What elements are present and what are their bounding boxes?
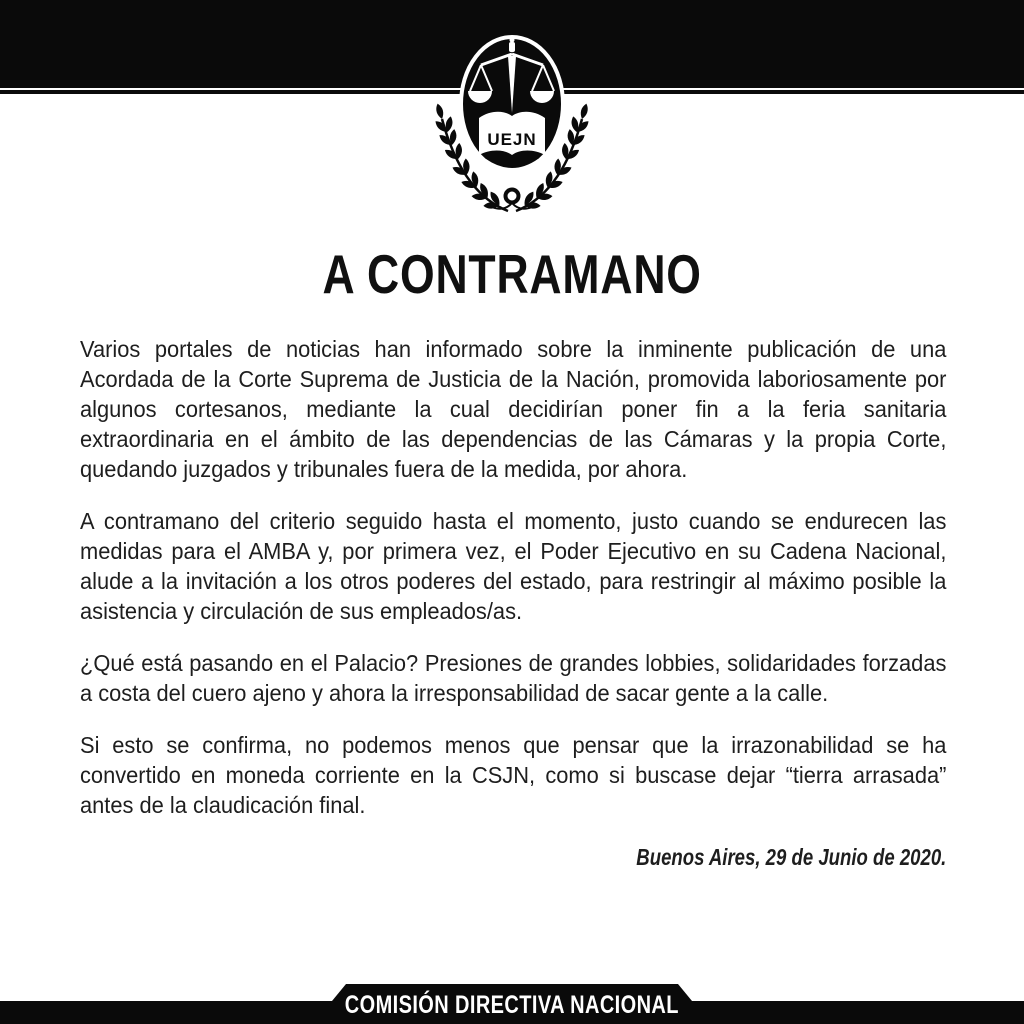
page-title: A CONTRAMANO bbox=[322, 243, 702, 305]
footer-label: COMISIÓN DIRECTIVA NACIONAL bbox=[344, 991, 680, 1019]
statement-paragraph-2: A contramano del criterio seguido hasta el momento, justo cuando se endurecen las medidas para el AMBA y, por primera vez, el Poder Ejecutivo en su Cadena Nacional, alude a la invitación a los otros poderes del estado, para restringir al máximo posible la asistencia y circulación de sus empleados/as. bbox=[80, 508, 947, 624]
wreath-ring-icon bbox=[506, 190, 519, 203]
statement-paragraph-3: ¿Qué está pasando en el Palacio? Presiones de grandes lobbies, solidaridades forzadas a costa del cuero ajeno y ahora la irresponsabilidad de sacar gente a la calle. bbox=[80, 650, 947, 706]
statement-paragraph-1: Varios portales de noticias han informado sobre la inminente publicación de una Acordada de la Corte Suprema de Justicia de la Nación, promovida laboriosamente por algunos cortesanos, mediante la cual decidirían poner fin a la feria sanitaria extraordinaria en el ámbito de las dependencias de las Cámaras y la propia Corte, quedando juzgados y tribunales fuera de la medida, por ahora. bbox=[80, 336, 947, 482]
scales-of-justice-emblem-icon bbox=[432, 25, 592, 225]
statement-paragraph-4: Si esto se confirma, no podemos menos que pensar que la irrazonabilidad se ha convertido en moneda corriente en la CSJN, como si buscase dejar “tierra arrasada” antes de la claudicación final. bbox=[80, 732, 947, 818]
uejn-logo bbox=[432, 25, 592, 225]
dateline-row bbox=[80, 842, 946, 872]
statement-body bbox=[80, 334, 946, 872]
logo-acronym: UEJN bbox=[487, 130, 537, 149]
footer-label-row bbox=[0, 990, 1024, 1020]
dateline: Buenos Aires, 29 de Junio de 2020. bbox=[636, 844, 947, 870]
title-row bbox=[0, 243, 1024, 305]
